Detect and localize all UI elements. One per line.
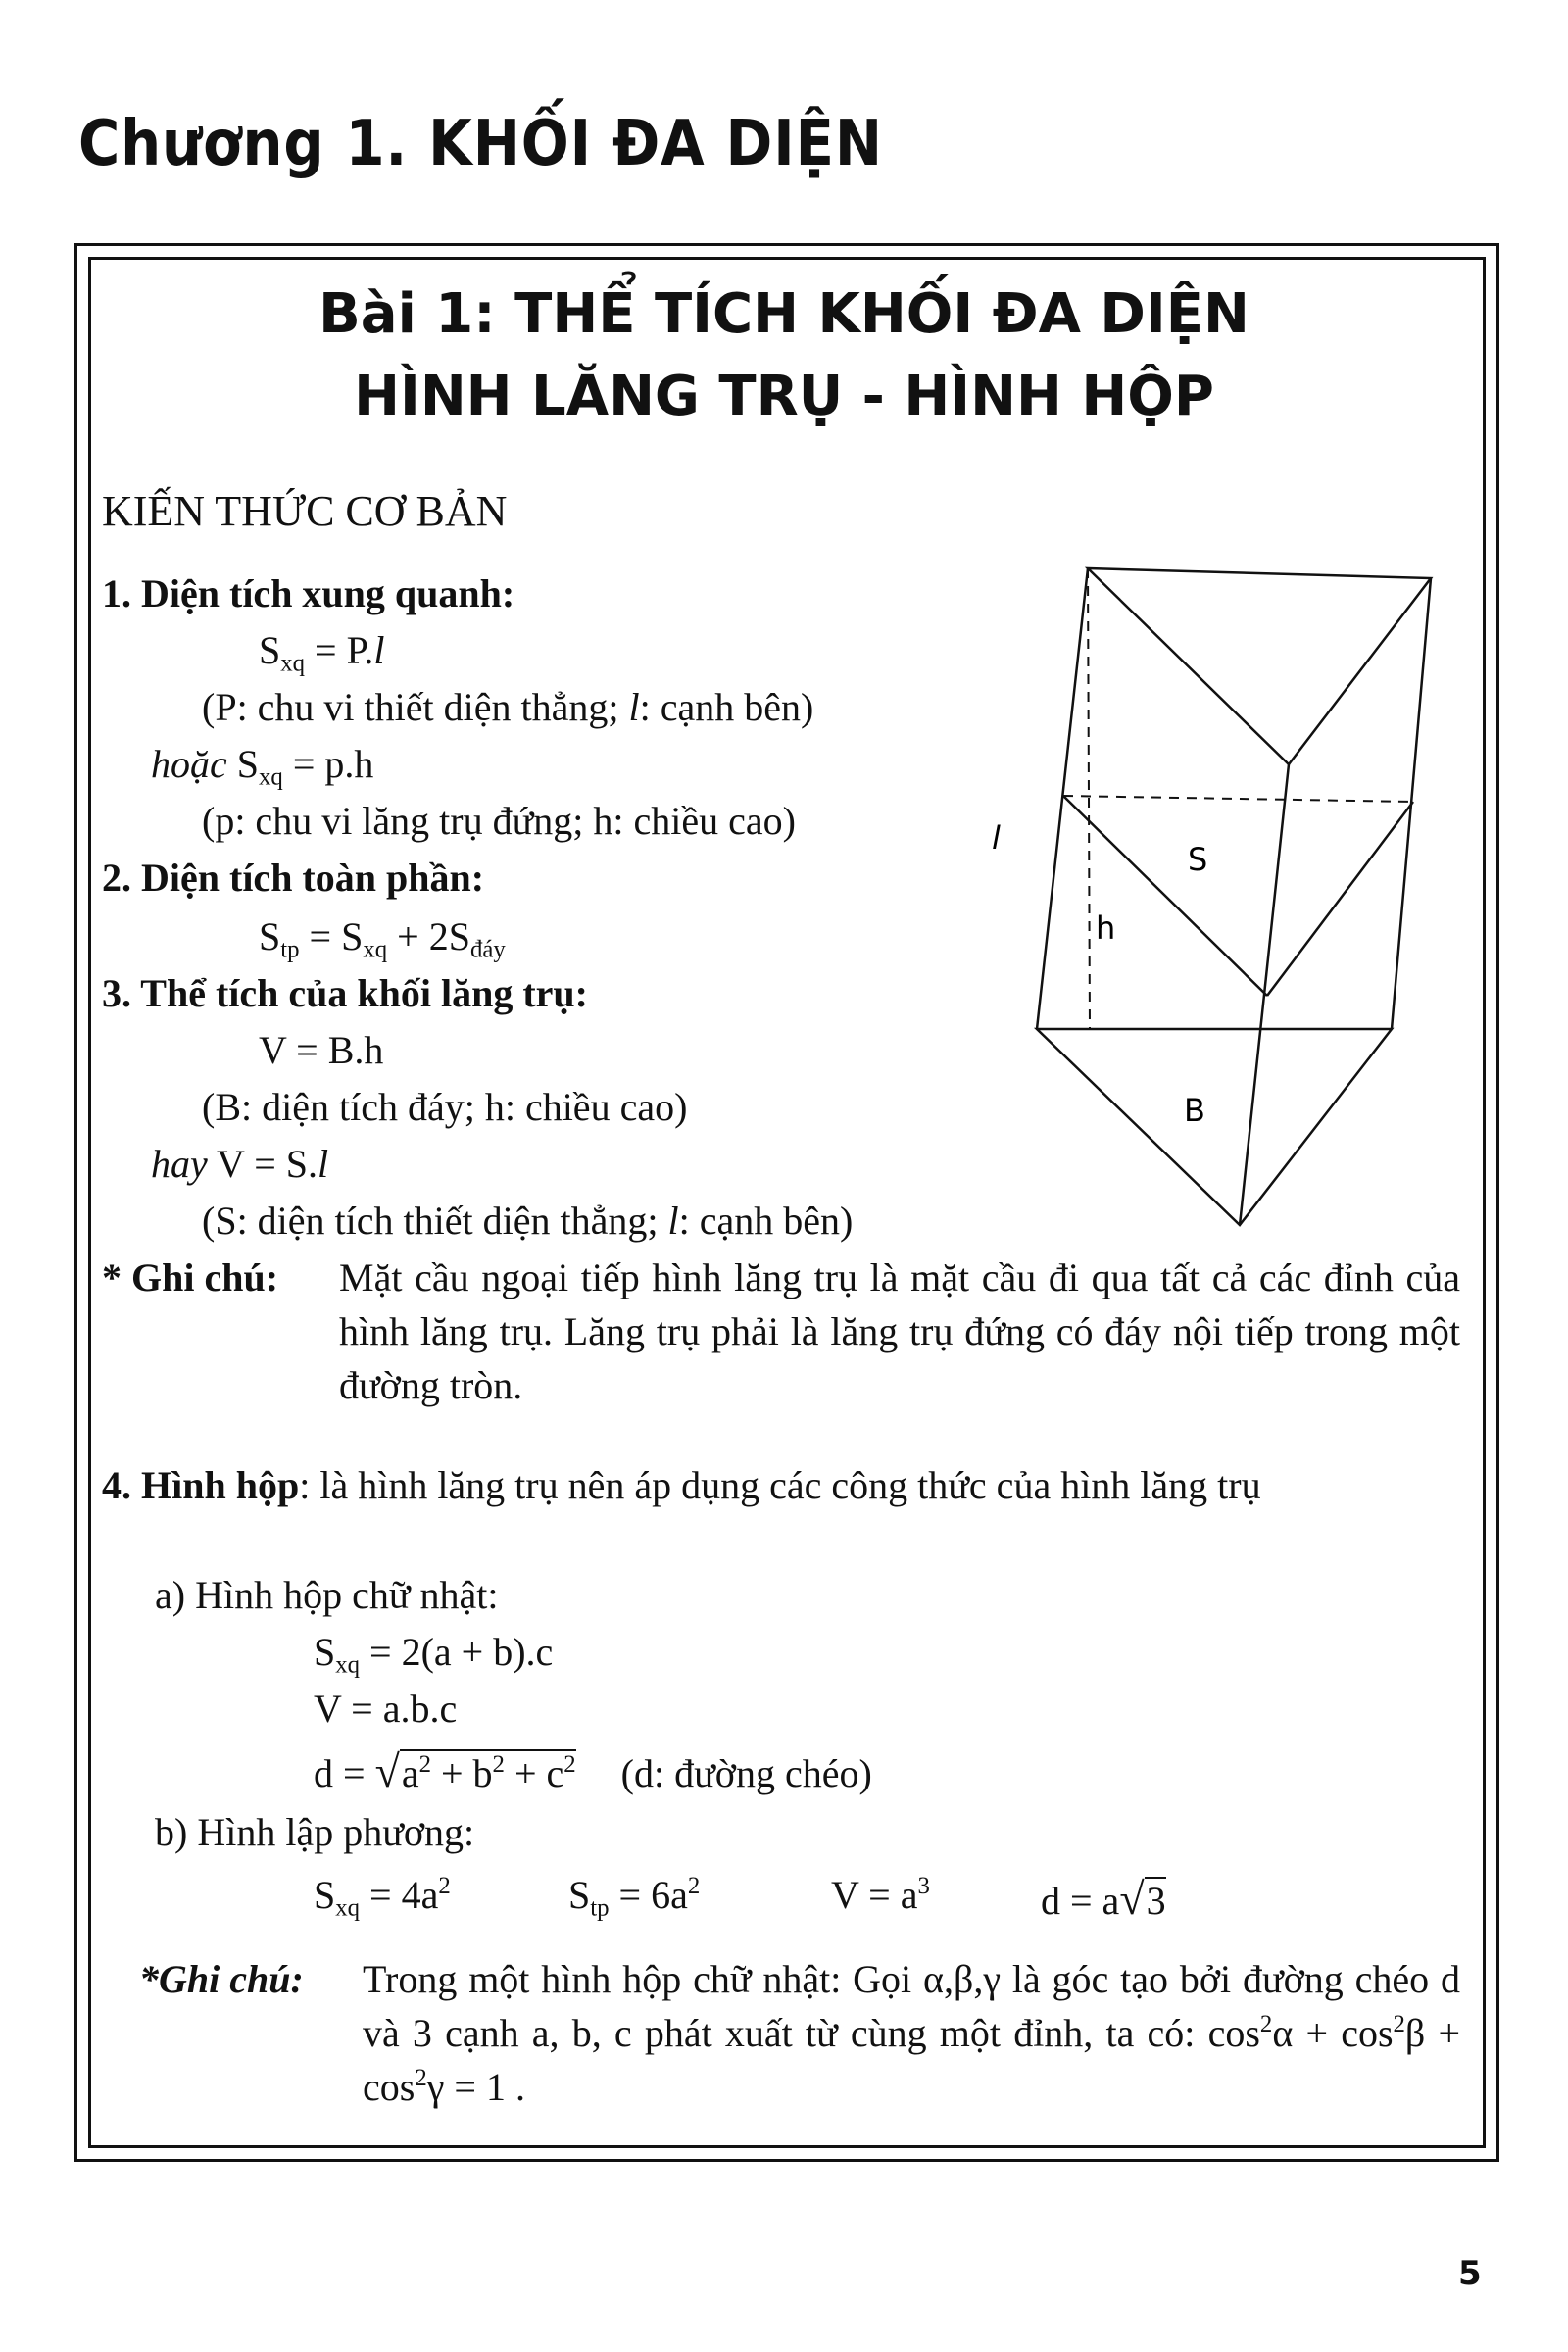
page-number: 5 (1458, 2254, 1482, 2293)
prism-edge-front (1240, 764, 1289, 1225)
lesson-title-line-1: Bài 1: THỂ TÍCH KHỐI ĐA DIỆN (318, 282, 1250, 346)
note-perimeter-section: (P: chu vi thiết diện thẳng; l: cạnh bên) (202, 685, 814, 729)
formula-sxq-pl: $S_{xq} = P.l$ (259, 628, 385, 677)
item-1-heading: 1. Diện tích xung quanh: (102, 571, 515, 615)
label-B: B (1184, 1092, 1205, 1129)
item-4a-label: a) Hình hộp chữ nhật: (155, 1573, 499, 1617)
formula-sxq-ph: hoặc $S_{xq} = p.h$ (151, 742, 374, 791)
note-2-text: Trong một hình hộp chữ nhật: Gọi α,β,γ là góc tạo bởi đường chéo d và 3 cạnh a, b, c phát xuất từ cùng một đỉnh, ta có: $\cos^2\alpha + \cos^2\beta + \cos^2\gamma = 1$ . (363, 1957, 1461, 2110)
label-l: l (992, 819, 1001, 857)
section-heading: KIẾN THỨC CƠ BẢN (102, 487, 508, 535)
formula-cube-diagonal: d = a√3 (1041, 1874, 1166, 1924)
formula-box-diagonal: $d = √a^2 + b^2 + c^2$ (d: đường chéo) (314, 1746, 872, 1796)
item-4b-label: b) Hình lập phương: (155, 1810, 475, 1854)
section-edge-hidden (1063, 796, 1413, 802)
formula-cube-sxq: $S_{xq} = 4a^2$ (314, 1873, 451, 1922)
lesson-title-line-2: HÌNH LĂNG TRỤ - HÌNH HỘP (354, 365, 1214, 428)
label-h: h (1096, 909, 1116, 947)
formula-box-volume: V = a.b.c (314, 1687, 458, 1731)
chapter-title: Chương 1. KHỐI ĐA DIỆN (78, 108, 883, 180)
formula-stp: $S_{tp} = S_{xq} + 2S_{đáy}$ (259, 914, 506, 963)
prism-edge-left (1037, 568, 1088, 1029)
prism-base-face (1037, 1029, 1392, 1225)
formula-box-sxq: $S_{xq} = 2(a + b).c$ (314, 1630, 554, 1679)
item-2-heading: 2. Diện tích toàn phần: (102, 856, 485, 900)
note-1-text: Mặt cầu ngoại tiếp hình lăng trụ là mặt cầu đi qua tất cả các đỉnh của hình lăng trụ. Lăng trụ phải là lăng trụ đứng có đáy nội tiếp trong một đường tròn. (339, 1255, 1460, 1408)
formula-cube-stp: $S_{tp} = 6a^2$ (568, 1873, 701, 1922)
height-line (1088, 568, 1090, 1029)
note-2-label: *Ghi chú: (139, 1957, 304, 2001)
note-base-area: (B: diện tích đáy; h: chiều cao) (202, 1085, 688, 1129)
item-3-heading: 3. Thể tích của khối lăng trụ: (102, 971, 588, 1015)
note-1-label: * Ghi chú: (102, 1255, 279, 1299)
section-edge-right (1267, 802, 1413, 996)
formula-volume-sl: hay V = S.l (151, 1142, 329, 1186)
item-4-paragraph: 4. Hình hộp: là hình lăng trụ nên áp dụng các công thức của hình lăng trụ (102, 1463, 1261, 1507)
note-perimeter-right-prism: (p: chu vi lăng trụ đứng; h: chiều cao) (202, 799, 796, 843)
note-section-area: (S: diện tích thiết diện thẳng; l: cạnh bên) (202, 1199, 854, 1243)
prism-figure (992, 559, 1450, 1245)
formula-volume-bh: V = B.h (259, 1028, 384, 1072)
formula-cube-volume: $V = a^3$ (831, 1873, 930, 1917)
label-S: S (1188, 841, 1208, 878)
section-edge-left (1063, 796, 1267, 996)
prism-diagram (992, 559, 1450, 1245)
prism-top-face (1088, 568, 1431, 764)
